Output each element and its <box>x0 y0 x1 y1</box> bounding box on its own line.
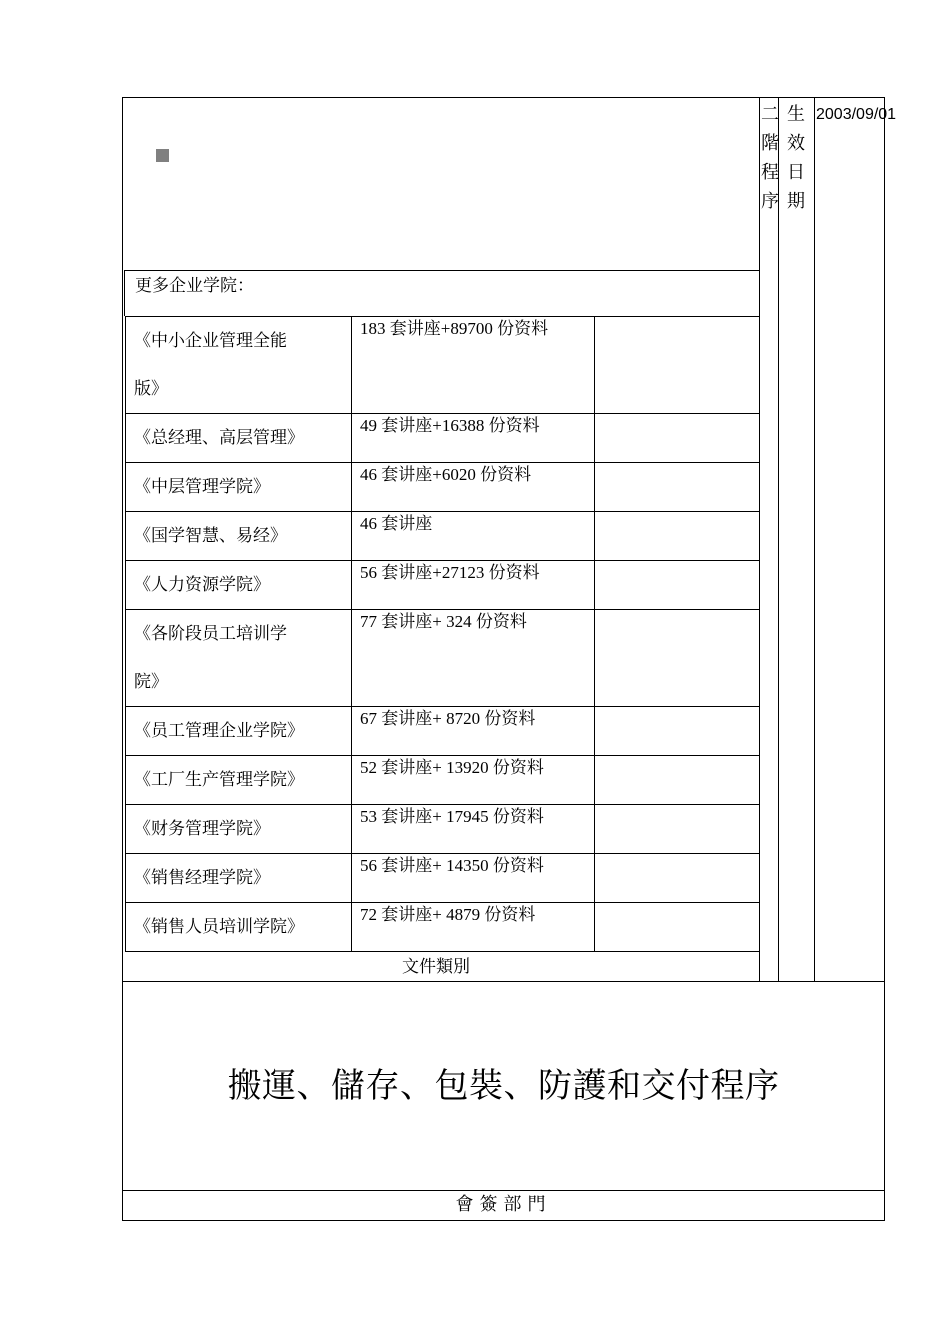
course-desc: 56 套讲座+ 14350 份资料 <box>352 854 595 903</box>
course-desc: 72 套讲座+ 4879 份资料 <box>352 903 595 952</box>
course-blank-cell <box>595 707 760 756</box>
course-blank-cell <box>595 903 760 952</box>
course-blank-cell <box>595 805 760 854</box>
course-name: 《销售经理学院》 <box>126 854 352 903</box>
grid-line-h-body <box>122 981 885 982</box>
table-row <box>126 903 760 952</box>
course-blank-cell <box>595 317 760 414</box>
course-desc: 46 套讲座+6020 份资料 <box>352 463 595 512</box>
course-desc: 67 套讲座+ 8720 份资料 <box>352 707 595 756</box>
course-blank-cell <box>595 512 760 561</box>
bullet-square-icon <box>156 149 169 162</box>
course-name: 《中小企业管理全能 版》 <box>126 317 352 414</box>
table-row <box>126 707 760 756</box>
document-title: 搬運、儲存、包裝、防護和交付程序 <box>227 1066 780 1106</box>
course-desc: 46 套讲座 <box>352 512 595 561</box>
table-row <box>126 317 760 414</box>
effective-date-value: 2003/09/01 <box>816 106 897 123</box>
course-desc: 183 套讲座+89700 份资料 <box>352 317 595 414</box>
table-row <box>126 610 760 707</box>
course-desc: 52 套讲座+ 13920 份资料 <box>352 756 595 805</box>
table-row <box>126 463 760 512</box>
course-name: 《中层管理学院》 <box>126 463 352 512</box>
table-row <box>126 805 760 854</box>
course-name: 《各阶段员工培训学 院》 <box>126 610 352 707</box>
course-desc: 56 套讲座+27123 份资料 <box>352 561 595 610</box>
table-row <box>126 756 760 805</box>
course-name: 《员工管理企业学院》 <box>126 707 352 756</box>
course-desc: 77 套讲座+ 324 份资料 <box>352 610 595 707</box>
more-box-left <box>124 270 125 316</box>
course-blank-cell <box>595 756 760 805</box>
level-label: 二 階 程 序 <box>761 104 779 212</box>
more-academies-label: 更多企业学院： <box>135 276 254 296</box>
grid-line-v3 <box>814 97 815 982</box>
course-name: 《总经理、高层管理》 <box>126 414 352 463</box>
grid-line-h-sign <box>122 1190 885 1191</box>
effective-date-label: 生 效 日 期 <box>787 104 805 212</box>
table-row <box>126 414 760 463</box>
course-blank-cell <box>595 610 760 707</box>
course-table <box>125 316 760 952</box>
table-row <box>126 854 760 903</box>
course-name: 《财务管理学院》 <box>126 805 352 854</box>
table-row <box>126 512 760 561</box>
course-name: 《销售人员培训学院》 <box>126 903 352 952</box>
table-row <box>126 561 760 610</box>
sign-department-label: 會簽部門 <box>455 1194 552 1215</box>
course-name: 《国学智慧、易经》 <box>126 512 352 561</box>
course-blank-cell <box>595 463 760 512</box>
course-blank-cell <box>595 561 760 610</box>
course-blank-cell <box>595 854 760 903</box>
grid-line-v2 <box>778 97 779 982</box>
course-desc: 53 套讲座+ 17945 份资料 <box>352 805 595 854</box>
course-name: 《人力资源学院》 <box>126 561 352 610</box>
course-blank-cell <box>595 414 760 463</box>
course-desc: 49 套讲座+16388 份资料 <box>352 414 595 463</box>
course-name: 《工厂生产管理学院》 <box>126 756 352 805</box>
grid-line-h-more-top <box>124 270 760 271</box>
file-category-label: 文件類別 <box>402 957 470 977</box>
